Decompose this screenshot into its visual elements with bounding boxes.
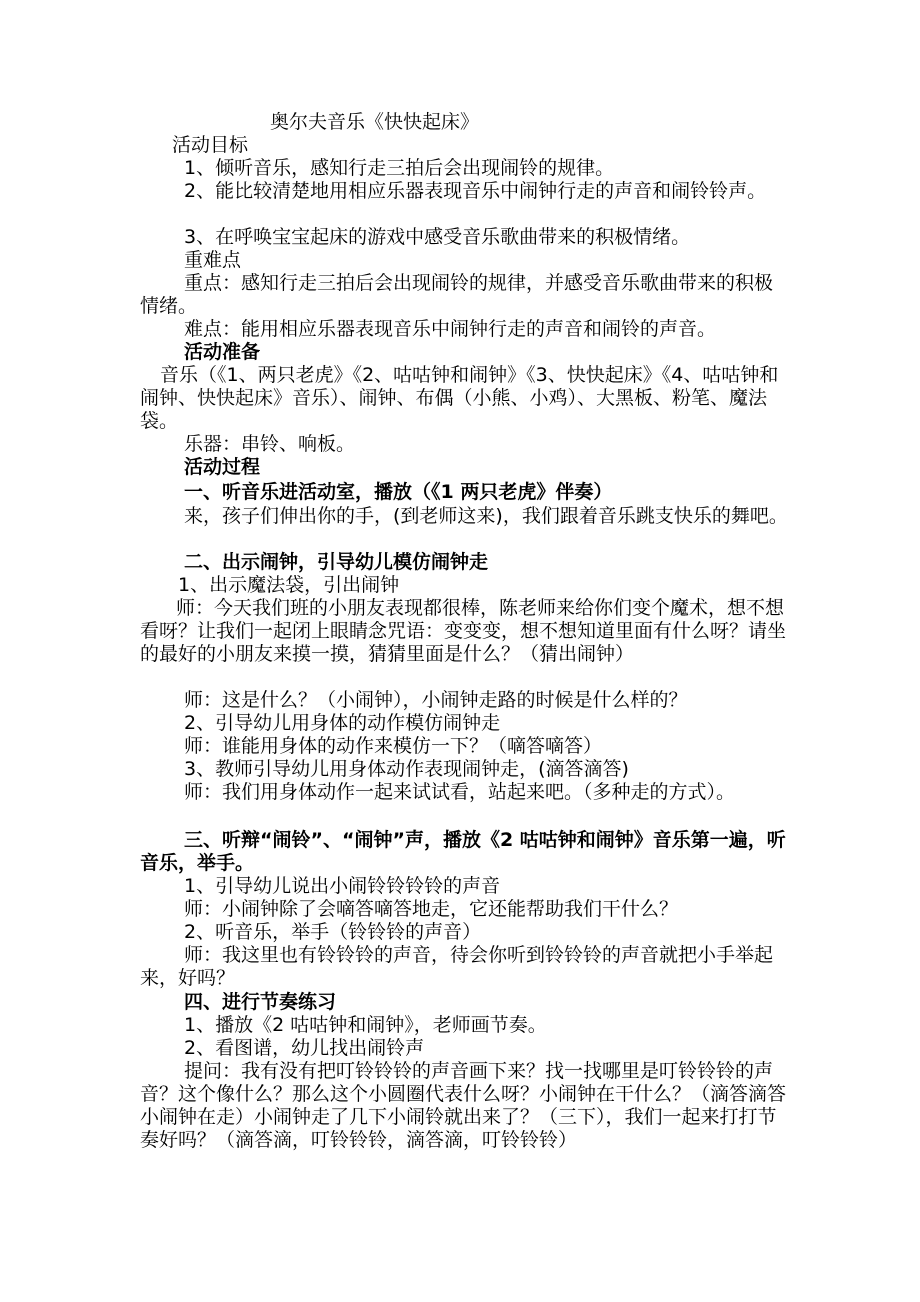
heading-preparation: 活动准备 [184,341,261,363]
step-2-teacher-2: 师：这是什么？（小闹钟），小闹钟走路的时候是什么样的？ [184,689,688,711]
step-2-2: 2、引导幼儿用身体的动作模仿闹钟走 [184,712,501,734]
step-3-teacher-1: 师：小闹钟除了会嘀答嘀答地走，它还能帮助我们干什么？ [184,898,679,920]
step-4-question: 提问：我有没有把叮铃铃铃的声音画下来？找一找哪里是叮铃铃铃的声音？这个像什么？那么这个小圆圈代表什么呀？小闹钟在干什么？（滴答滴答小闹钟在走）小闹钟走了几下小闹铃就出来了？（三下），我们一起来打打节奏好吗？（滴答滴，叮铃铃铃，滴答滴，叮铃铃铃） [140,1060,787,1151]
preparation-instruments: 乐器：串铃、响板。 [184,433,356,455]
difficult-point: 难点：能用相应乐器表现音乐中闹钟行走的声音和闹铃的声音。 [184,318,717,340]
heading-key-difficult: 重难点 [184,249,242,271]
step-2-teacher-1: 师：今天我们班的小朋友表现都很棒，陈老师来给你们变个魔术，想不想看呀？让我们一起闭上眼睛念咒语：变变变，想不想知道里面有什么呀？请坐的最好的小朋友来摸一摸，猜猜里面是什么？（猜出闹钟） [140,597,787,665]
step-4-1: 1、播放《2 咕咕钟和闹钟》，老师画节奏。 [184,1014,547,1036]
step-4-2: 2、看图谱，幼儿找出闹铃声 [184,1037,425,1059]
objective-3: 3、在呼唤宝宝起床的游戏中感受音乐歌曲带来的积极情绪。 [184,226,691,248]
step-3-teacher-2: 师：我这里也有铃铃铃的声音，待会你听到铃铃铃的声音就把小手举起来，好吗？ [140,944,774,989]
key-point: 重点：感知行走三拍后会出现闹铃的规律，并感受音乐歌曲带来的积极情绪。 [140,272,774,317]
objective-2: 2、能比较清楚地用相应乐器表现音乐中闹钟行走的声音和闹铃铃声。 [184,180,767,202]
preparation-music: 音乐（《1、两只老虎》《2、咕咕钟和闹钟》《3、快快起床》《4、咕咕钟和闹钟、快快起床》音乐）、闹钟、布偶（小熊、小鸡）、大黑板、粉笔、魔法袋。 [140,364,779,432]
document-title: 奥尔夫音乐《快快起床》 [270,111,480,133]
step-4-heading: 四、进行节奏练习 [184,991,337,1013]
step-3-heading: 三、听辩“闹铃”、“闹钟”声，播放《2 咕咕钟和闹钟》音乐第一遍，听音乐，举手。 [140,829,786,874]
heading-objectives: 活动目标 [172,134,249,156]
step-2-teacher-4: 师：我们用身体动作一起来试试看，站起来吧。（多种走的方式）。 [184,781,736,803]
step-2-3: 3、教师引导幼儿用身体动作表现闹钟走，(滴答滴答) [184,758,629,780]
step-3-2: 2、听音乐，举手（铃铃铃的声音） [184,921,482,943]
step-2-teacher-3: 师：谁能用身体的动作来模仿一下？（嘀答嘀答） [184,735,603,757]
step-1-text: 来，孩子们伸出你的手，(到老师这来)，我们跟着音乐跳支快乐的舞吧。 [184,505,788,527]
step-2-1: 1、出示魔法袋，引出闹钟 [178,574,400,596]
step-3-1: 1、引导幼儿说出小闹铃铃铃铃的声音 [184,875,501,897]
step-1-heading: 一、听音乐进活动室，播放（《1 两只老虎》伴奏） [184,481,613,503]
heading-process: 活动过程 [184,456,261,478]
step-2-heading: 二、出示闹钟，引导幼儿模仿闹钟走 [184,551,489,573]
objective-1: 1、倾听音乐，感知行走三拍后会出现闹铃的规律。 [184,157,615,179]
